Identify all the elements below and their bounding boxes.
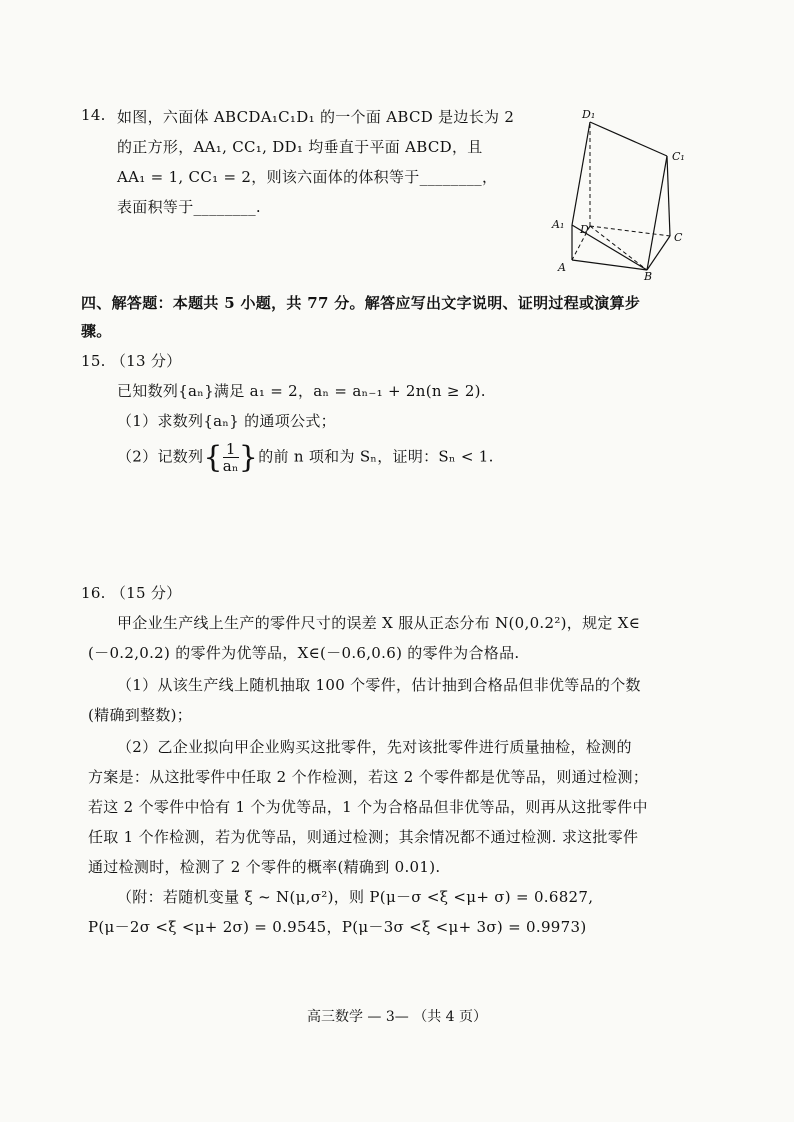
label-C1: C₁ [672,150,685,163]
q15-part-2-prefix: （2）记数列 [117,447,204,466]
q16-line-6: 方案是：从这批零件中任取 2 个作检测，若这 2 个零件都是优等品，则通过检测； [88,768,649,786]
q16-line-1: 甲企业生产线上生产的零件尺寸的误差 X 服从正态分布 N(0,0.2²)，规定 X∈ [117,614,641,632]
label-C: C [674,231,683,244]
fraction-denominator: aₙ [222,457,239,475]
fraction-1-over-an [223,441,239,474]
brace-open: { [203,440,223,475]
label-B: B [644,270,653,283]
q16-appendix-2: P(μ－2σ <ξ <μ+ 2σ) = 0.9545，P(μ－3σ <ξ <μ+ 3σ) = 0.9973) [88,918,587,936]
q16-line-3: （1）从该生产线上随机抽取 100 个零件，估计抽到合格品但非优等品的个数 [117,676,641,694]
edge-D-C [590,226,670,236]
q14-line-4: 表面积等于________. [117,198,261,216]
q16-line-2: (－0.2,0.2) 的零件为优等品，X∈(－0.6,0.6) 的零件为合格品. [88,644,520,662]
label-D: D [580,223,589,236]
q16-line-4: (精确到整数)； [88,706,193,724]
edge-C-C1 [667,156,670,236]
edge-D1-C1 [590,122,667,156]
label-D1: D₁ [582,108,596,121]
q16-line-7: 若这 2 个零件中恰有 1 个为优等品，1 个为合格品但非优等品，则再从这批零件中 [88,798,648,816]
q16-line-8: 任取 1 个作检测，若为优等品，则通过检测；其余情况都不通过检测. 求这批零件 [88,828,639,846]
q15-part-2-suffix: 的前 n 项和为 Sₙ，证明：Sₙ < 1. [258,447,494,466]
q15-part-2 [117,440,494,475]
hexahedron-figure [552,108,692,283]
section-4-header: 四、解答题：本题共 5 小题，共 77 分。解答应写出文字说明、证明过程或演算步 [81,294,641,312]
q14-line-1: 如图，六面体 ABCDA₁C₁D₁ 的一个面 ABCD 是边长为 2 [117,108,515,126]
q16-header: 16. （15 分） [81,584,182,602]
q15-part-1: （1）求数列{aₙ} 的通项公式； [117,412,336,430]
section-4-header-cont: 骤。 [81,322,112,340]
label-A1: A₁ [552,218,565,231]
q16-line-9: 通过检测时，检测了 2 个零件的概率(精确到 0.01). [88,858,441,876]
q14-number: 14. [81,106,106,124]
brace-close: } [238,440,259,475]
edge-C1-B [647,156,667,270]
q16-line-5: （2）乙企业拟向甲企业购买这批零件，先对该批零件进行质量抽检，检测的 [117,738,632,756]
page-footer: 高三数学 — 3— （共 4 页） [306,1009,488,1025]
label-A: A [558,261,566,274]
q15-header: 15. （13 分） [81,352,182,370]
q16-appendix-1: （附：若随机变量 ξ ~ N(μ,σ²)，则 P(μ－σ <ξ <μ+ σ) = 0.6827, [117,888,594,906]
q14-line-3: AA₁ = 1, CC₁ = 2，则该六面体的体积等于________， [117,168,498,186]
q15-given: 已知数列{aₙ}满足 a₁ = 2，aₙ = aₙ₋₁ + 2n(n ≥ 2). [117,382,486,400]
edge-A1-D1 [572,122,590,225]
q14-line-2: 的正方形，AA₁, CC₁, DD₁ 均垂直于平面 ABCD，且 [117,138,483,156]
fraction-numerator: 1 [223,441,239,458]
